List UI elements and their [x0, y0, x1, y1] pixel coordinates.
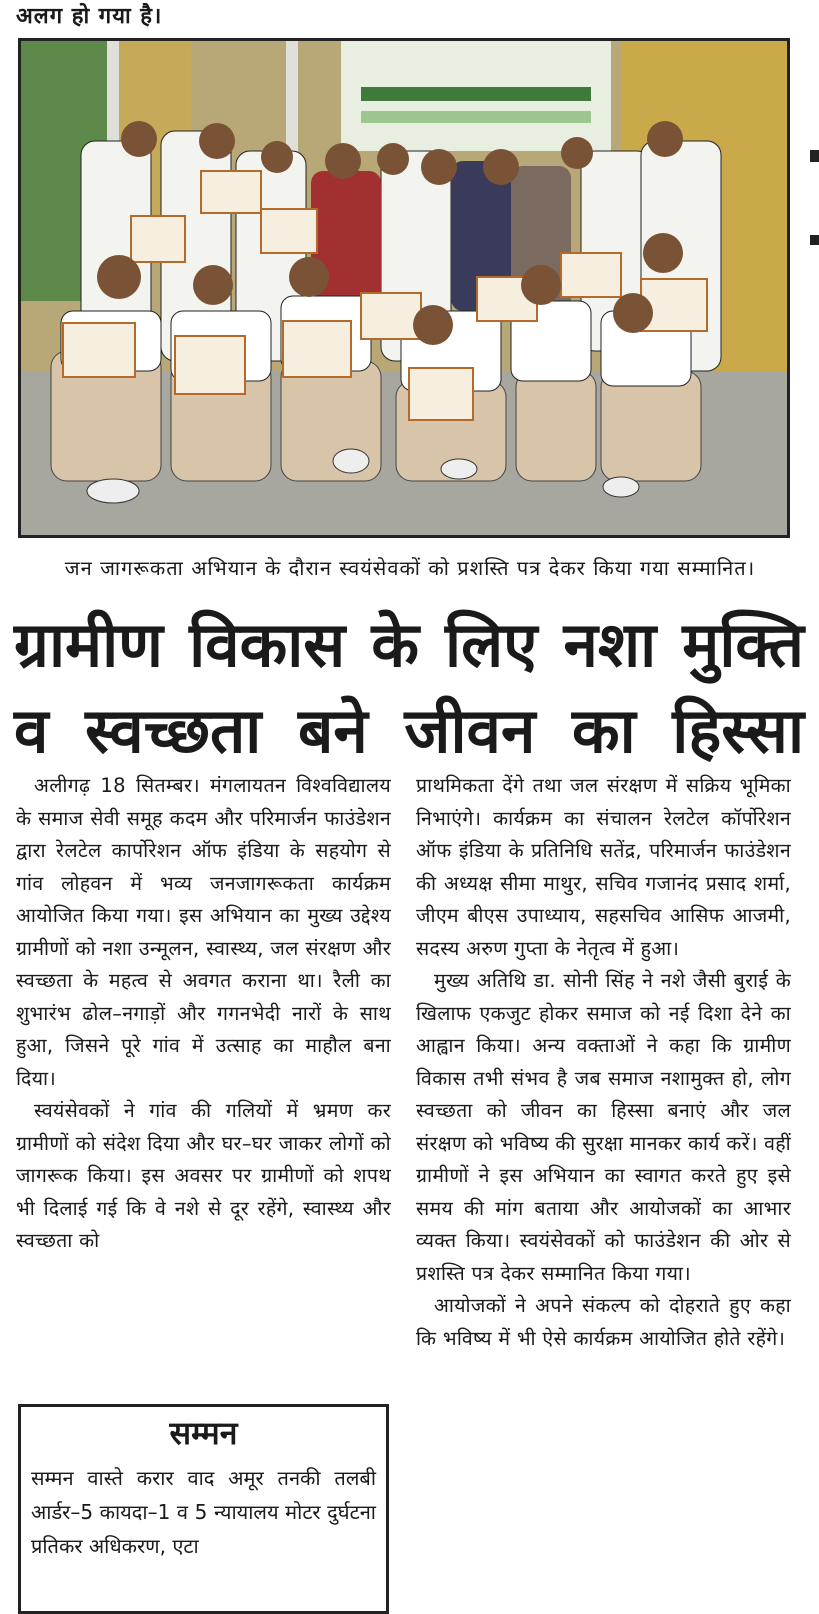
headline-line-1: ग्रामीण विकास के लिए नशा मुक्ति: [14, 608, 804, 681]
group-photo-illustration: [21, 41, 787, 535]
article-column-left: [16, 770, 391, 1258]
article-paragraph: प्राथमिकता देंगे तथा जल संरक्षण में सक्रिय भूमिका निभाएंगे। कार्यक्रम का संचालन रेलटेल कॉर्पोरेशन ऑफ इंडिया के प्रतिनिधि सतेंद्र, परिमार्जन फाउंडेशन की अध्यक्ष सीमा माथुर, सचिव गजानंद प्रसाद शर्मा, जीएम बीएस उपाध्याय, सहसचिव आसिफ आजमी, सदस्य अरुण गुप्ता के नेतृत्व में हुआ।: [416, 774, 791, 960]
article-paragraph: आयोजकों ने अपने संकल्प को दोहराते हुए कहा कि भविष्य में भी ऐसे कार्यक्रम आयोजित होते रहेंगे।: [416, 1294, 791, 1350]
column-edge-mark: [810, 235, 819, 245]
news-photo: [18, 38, 790, 538]
photo-caption: जन जागरूकता अभियान के दौरान स्वयंसेवकों को प्रशस्ति पत्र देकर किया गया सम्मानित।: [64, 556, 756, 580]
article-paragraph: अलीगढ़ 18 सितम्बर। मंगलायतन विश्वविद्यालय के समाज सेवी समूह कदम और परिमार्जन फाउंडेशन द्वारा रेलटेल कार्पोरेशन ऑफ इंडिया के सहयोग से गांव लोहवन में भव्य जनजागरूकता कार्यक्रम आयोजित किया गया। इस अभियान का मुख्य उद्देश्य ग्रामीणों को नशा उन्मूलन, स्वास्थ्य, जल संरक्षण और स्वच्छता के महत्व से अवगत कराना था। रैली का शुभारंभ ढोल–नगाड़ों और गगनभेदी नारों के साथ हुआ, जिसने पूरे गांव में उत्साह का माहौल बना दिया।: [16, 774, 391, 1090]
notice-title: सम्मन: [169, 1414, 238, 1452]
article-paragraph: स्वयंसेवकों ने गांव की गलियों में भ्रमण कर ग्रामीणों को संदेश दिया और घर–घर जाकर लोगों को जागरूक किया। इस अवसर पर ग्रामीणों को शपथ भी दिलाई गई कि वे नशे से दूर रहेंगे, स्वास्थ्य और स्वच्छता को: [16, 1099, 391, 1252]
summons-notice-box: [18, 1404, 389, 1614]
notice-body: सम्मन वास्ते करार वाद अमूर तनकी तलबी आर्डर–5 कायदा–1 व 5 न्यायालय मोटर दुर्घटना प्रतिकर अधिकरण, एटा: [31, 1466, 376, 1558]
column-edge-mark: [810, 150, 819, 162]
article-column-right: [416, 770, 791, 1355]
headline-line-2: व स्वच्छता बने जीवन का हिस्सा: [14, 694, 804, 767]
article-paragraph: मुख्य अतिथि डा. सोनी सिंह ने नशे जैसी बुराई के खिलाफ एकजुट होकर समाज को नई दिशा देने का आह्वान किया। अन्य वक्ताओं ने कहा कि ग्रामीण विकास तभी संभव है जब समाज नशामुक्त हो, लोग स्वच्छता को जीवन का हिस्सा बनाएं और जल संरक्षण को भविष्य की सुरक्षा मानकर कार्य करें। वहीं ग्रामीणों ने इस अभियान का स्वागत करते हुए इसे समय की मांग बताया और आयोजकों का आभार व्यक्त किया। स्वयंसेवकों को फाउंडेशन की ओर से प्रशस्ति पत्र देकर सम्मानित किया गया।: [416, 969, 791, 1285]
previous-article-fragment: अलग हो गया है।: [16, 4, 163, 29]
